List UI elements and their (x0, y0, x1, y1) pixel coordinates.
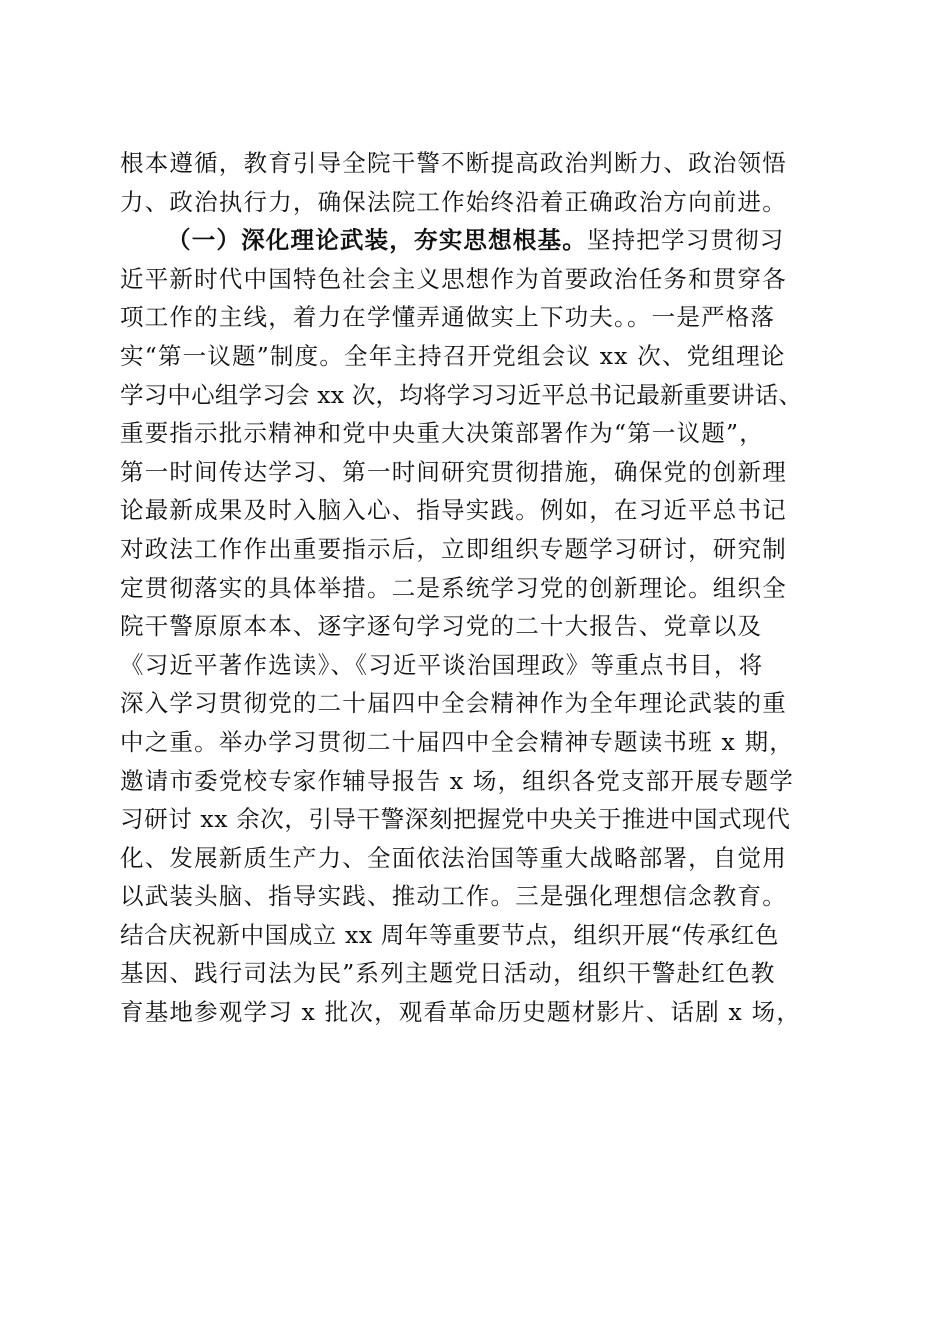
section-heading-tail: 坚持把学习贯彻习 (586, 226, 785, 255)
text-line: 以武装头脑、指导实践、推动工作。三是强化理想信念教育。 (120, 882, 787, 911)
text-line: 近平新时代中国特色社会主义思想作为首要政治任务和贯穿各 (120, 264, 787, 293)
body-text (120, 144, 830, 1032)
text-line: 对政法工作作出重要指示后，立即组织专题学习研讨，研究制 (120, 534, 787, 563)
text-line: 力、政治执行力，确保法院工作始终沿着正确政治方向前进。 (120, 187, 787, 216)
text-line: 深入学习贯彻党的二十届四中全会精神作为全年理论武装的重 (120, 689, 787, 718)
text-line: 结合庆祝新中国成立 xx 周年等重要节点，组织开展“传承红色 (120, 920, 779, 949)
section-heading: （一）深化理论武装，夯实思想根基。 (167, 226, 587, 255)
text-line: 《习近平著作选读》、《习近平谈治国理政》等重点书目，将 (120, 650, 764, 679)
text-line: 学习中心组学习会 xx 次，均将学习习近平总书记最新重要讲话、 (120, 380, 803, 409)
text-line: 项工作的主线，着力在学懂弄通做实上下功夫。。一是严格落 (120, 303, 776, 332)
text-line: 实“第一议题”制度。全年主持召开党组会议 xx 次、党组理论 (120, 341, 786, 370)
text-line: 院干警原原本本、逐字逐句学习党的二十大报告、党章以及 (120, 612, 763, 641)
text-line: 重要指示批示精神和党中央重大决策部署作为“第一议题”， (120, 419, 764, 448)
text-line: 习研讨 xx 余次，引导干警深刻把握党中央关于推进中国式现代 (120, 805, 791, 834)
text-line: 邀请市委党校专家作辅导报告 x 场，组织各党支部开展专题学 (120, 766, 794, 795)
section-heading-line (120, 221, 830, 260)
text-line: 第一时间传达学习、第一时间研究贯彻措施，确保党的创新理 (120, 457, 787, 486)
text-line: 定贯彻落实的具体举措。二是系统学习党的创新理论。组织全 (120, 573, 787, 602)
text-line: 根本遵循，教育引导全院干警不断提高政治判断力、政治领悟 (120, 149, 787, 177)
text-line: 中之重。举办学习贯彻二十届四中全会精神专题读书班 x 期， (120, 727, 794, 756)
text-line: 论最新成果及时入脑入心、指导实践。例如，在习近平总书记 (120, 496, 787, 525)
text-line: 育基地参观学习 x 批次，观看革命历史题材影片、话剧 x 场， (120, 998, 802, 1027)
text-line: 化、发展新质生产力、全面依法治国等重大战略部署，自觉用 (120, 843, 787, 872)
text-line: 基因、践行司法为民”系列主题党日活动，组织干警赴红色教 (120, 959, 776, 988)
